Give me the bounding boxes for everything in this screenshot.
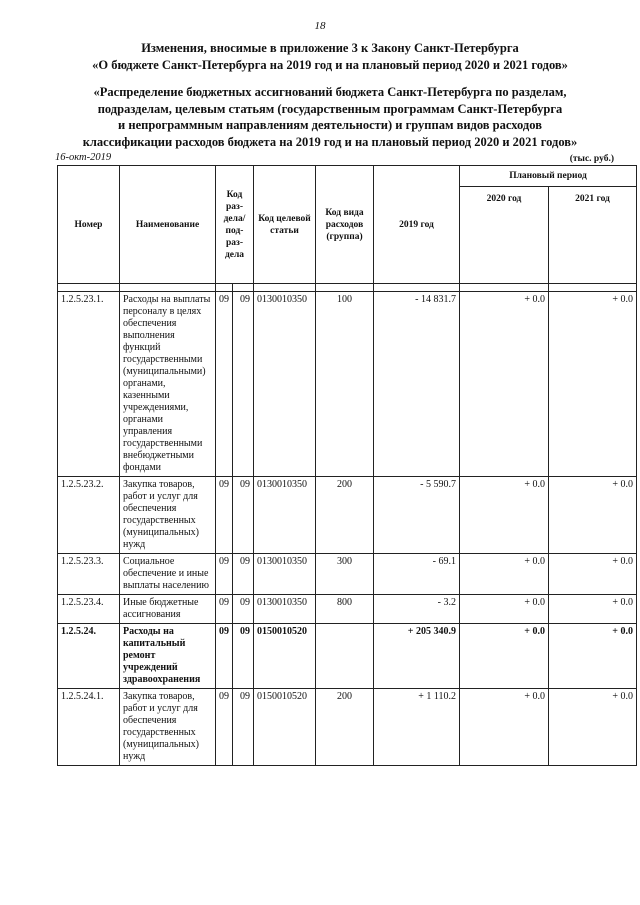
- row-expense-type: 200: [316, 477, 374, 554]
- row-name: Иные бюджетные ассигнования: [120, 595, 216, 624]
- row-section-code: 09: [216, 595, 233, 624]
- row-number: 1.2.5.23.2.: [58, 477, 120, 554]
- header-expense-type-code: Код вида расходов (группа): [316, 166, 374, 284]
- row-amount-2019: + 205 340.9: [374, 624, 460, 689]
- row-amount-2021: + 0.0: [549, 292, 637, 477]
- table-title-line-2: подразделам, целевым статьям (государственным программам Санкт-Петербурга: [97, 101, 563, 116]
- row-expense-type: [316, 624, 374, 689]
- table-title-line-4: классификации расходов бюджета на 2019 год и на плановый период 2020 и 2021 годов»: [82, 134, 578, 149]
- table-row: [58, 624, 637, 689]
- table-title-line-1: «Распределение бюджетных ассигнований бюджета Санкт-Петербурга по разделам,: [93, 85, 567, 99]
- table-row: [58, 689, 637, 766]
- header-name: Наименование: [120, 166, 216, 284]
- row-amount-2019: - 69.1: [374, 554, 460, 595]
- row-target-code: 0130010350: [254, 554, 316, 595]
- table-row: [58, 292, 637, 477]
- header-year-2021: 2021 год: [549, 187, 637, 284]
- row-target-code: 0130010350: [254, 595, 316, 624]
- row-name: Расходы на капитальный ремонт учреждений здравоохранения: [120, 624, 216, 689]
- row-name: Закупка товаров, работ и услуг для обеспечения государственных (муниципальных) нужд: [120, 689, 216, 766]
- row-amount-2019: - 5 590.7: [374, 477, 460, 554]
- row-number: 1.2.5.24.1.: [58, 689, 120, 766]
- row-section-code: 09: [216, 292, 233, 477]
- row-subsection-code: 09: [233, 554, 254, 595]
- row-name: Расходы на выплаты персоналу в целях обеспечения выполнения функций государственными (муниципальными) органами, казенными учреждениями, органами управления государственными внебюджетными фондами: [120, 292, 216, 477]
- header-year-2020: 2020 год: [460, 187, 549, 284]
- row-section-code: 09: [216, 689, 233, 766]
- table-title: [40, 84, 620, 150]
- row-amount-2021: + 0.0: [549, 624, 637, 689]
- row-target-code: 0150010520: [254, 624, 316, 689]
- row-target-code: 0130010350: [254, 477, 316, 554]
- header-planned-period: Плановый период: [460, 166, 637, 187]
- row-amount-2019: - 3.2: [374, 595, 460, 624]
- row-number: 1.2.5.23.1.: [58, 292, 120, 477]
- row-expense-type: 100: [316, 292, 374, 477]
- row-subsection-code: 09: [233, 477, 254, 554]
- document-date: 16-окт-2019: [55, 152, 112, 163]
- row-amount-2019: - 14 831.7: [374, 292, 460, 477]
- row-subsection-code: 09: [233, 624, 254, 689]
- header-number: Номер: [58, 166, 120, 284]
- row-number: 1.2.5.23.4.: [58, 595, 120, 624]
- table-row: [58, 595, 637, 624]
- row-number: 1.2.5.23.3.: [58, 554, 120, 595]
- row-name: Закупка товаров, работ и услуг для обеспечения государственных (муниципальных) нужд: [120, 477, 216, 554]
- table-header: [58, 166, 637, 284]
- row-number: 1.2.5.24.: [58, 624, 120, 689]
- document-title: [40, 40, 620, 74]
- row-section-code: 09: [216, 554, 233, 595]
- row-amount-2019: + 1 110.2: [374, 689, 460, 766]
- document-title-line-2: «О бюджете Санкт-Петербурга на 2019 год и на плановый период 2020 и 2021 годов»: [92, 58, 568, 72]
- row-expense-type: 800: [316, 595, 374, 624]
- header-target-code: Код целевой статьи: [254, 166, 316, 284]
- row-amount-2020: + 0.0: [460, 624, 549, 689]
- table-spacer-row: [58, 284, 637, 292]
- row-target-code: 0150010520: [254, 689, 316, 766]
- table-title-line-3: и непрограммным направлениям деятельности) и группам видов расходов: [118, 118, 542, 132]
- row-expense-type: 300: [316, 554, 374, 595]
- units-label: (тыс. руб.): [569, 154, 614, 164]
- page-number: 18: [314, 20, 326, 32]
- row-amount-2020: + 0.0: [460, 554, 549, 595]
- row-subsection-code: 09: [233, 292, 254, 477]
- row-name: Социальное обеспечение и иные выплаты населению: [120, 554, 216, 595]
- row-amount-2020: + 0.0: [460, 595, 549, 624]
- budget-table: [57, 165, 637, 766]
- header-year-2019: 2019 год: [374, 166, 460, 284]
- row-expense-type: 200: [316, 689, 374, 766]
- row-section-code: 09: [216, 477, 233, 554]
- row-amount-2020: + 0.0: [460, 689, 549, 766]
- document-title-line-1: Изменения, вносимые в приложение 3 к Закону Санкт-Петербурга: [141, 41, 519, 55]
- row-amount-2020: + 0.0: [460, 292, 549, 477]
- row-target-code: 0130010350: [254, 292, 316, 477]
- header-section-code: Код раз-дела/ под-раз-дела: [216, 166, 254, 284]
- row-amount-2021: + 0.0: [549, 554, 637, 595]
- table-row: [58, 477, 637, 554]
- row-section-code: 09: [216, 624, 233, 689]
- row-amount-2021: + 0.0: [549, 689, 637, 766]
- row-subsection-code: 09: [233, 595, 254, 624]
- row-amount-2021: + 0.0: [549, 595, 637, 624]
- table-row: [58, 554, 637, 595]
- row-subsection-code: 09: [233, 689, 254, 766]
- row-amount-2020: + 0.0: [460, 477, 549, 554]
- table-body: [58, 284, 637, 766]
- row-amount-2021: + 0.0: [549, 477, 637, 554]
